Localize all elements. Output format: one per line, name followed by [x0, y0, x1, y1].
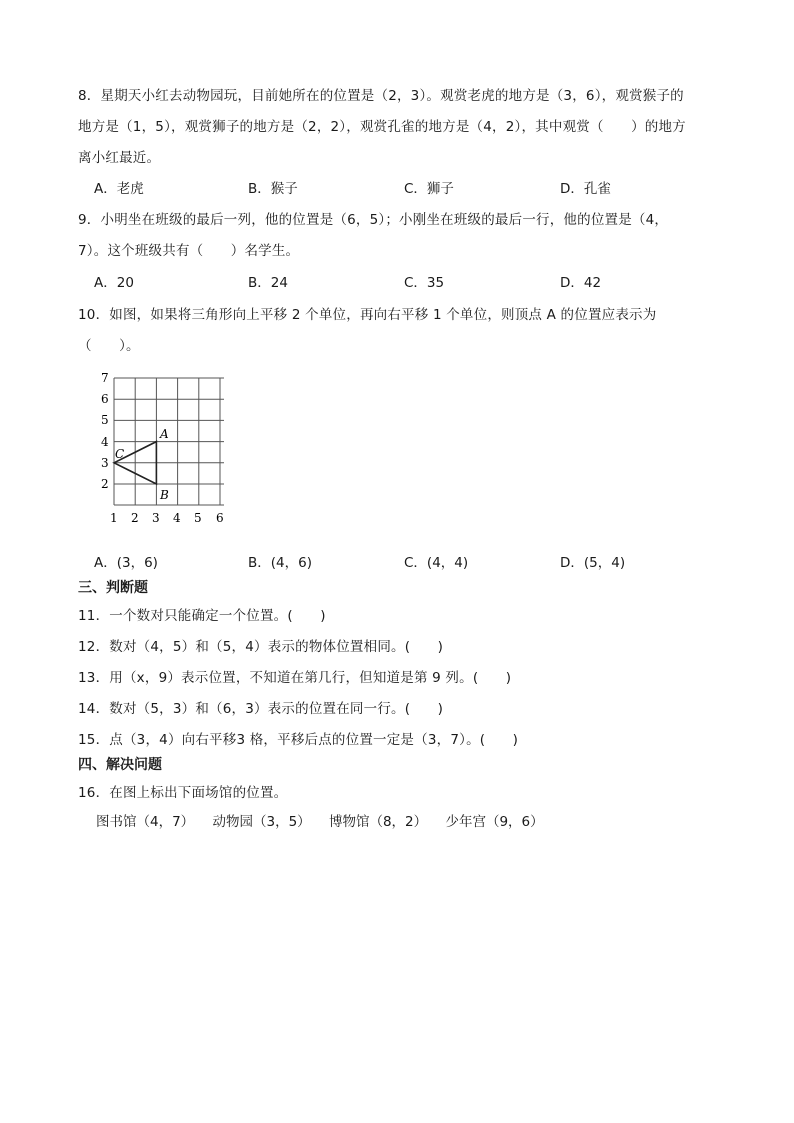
x-tick-6: 6 — [216, 511, 224, 525]
section-4-title: 四、解决问题 — [78, 757, 162, 773]
x-tick-2: 2 — [131, 511, 139, 525]
q8-option-d: D．孔雀 — [560, 181, 611, 197]
q12-text: 12．数对（4，5）和（5，4）表示的物体位置相同。( ) — [78, 639, 444, 655]
place-youth-palace: 少年宫（9，6） — [445, 814, 544, 830]
q15-text: 15．点（3，4）向右平移3 格，平移后点的位置一定是（3，7）。( ) — [78, 732, 519, 748]
place-library: 图书馆（4，7） — [96, 814, 195, 830]
q10-option-a: A．(3，6) — [94, 555, 158, 571]
q9-option-d: D．42 — [560, 275, 602, 291]
y-tick-4: 4 — [101, 435, 109, 449]
q10-grid-figure — [98, 368, 238, 528]
x-tick-4: 4 — [173, 511, 181, 525]
q9-line-1: 9．小明坐在班级的最后一列，他的位置是（6，5）；小刚坐在班级的最后一行，他的位置是（4， — [78, 212, 669, 228]
section-3-title: 三、判断题 — [78, 580, 148, 596]
q9-line-2: 7）。这个班级共有（ ）名学生。 — [78, 243, 300, 259]
place-zoo: 动物园（3，5） — [212, 814, 311, 830]
vertex-label-c: C — [115, 447, 125, 461]
grid-lines — [114, 378, 224, 505]
q14-text: 14．数对（5，3）和（6，3）表示的位置在同一行。( ) — [78, 701, 444, 717]
q10-option-d: D．(5，4) — [560, 555, 626, 571]
q9-option-b: B．24 — [248, 275, 288, 291]
y-tick-7: 7 — [101, 371, 109, 385]
q8-option-a: A．老虎 — [94, 181, 144, 197]
place-museum: 博物馆（8，2） — [328, 814, 428, 830]
x-tick-3: 3 — [152, 511, 160, 525]
q8-line-1: 8．星期天小红去动物园玩，目前她所在的位置是（2，3）。观赏老虎的地方是（3，6），观赏猴子的 — [78, 88, 684, 104]
q10-option-c: C．(4，4) — [404, 555, 469, 571]
q10-line-1: 10．如图，如果将三角形向上平移 2 个单位，再向右平移 1 个单位，则顶点 A 的位置应表示为 — [78, 307, 657, 323]
q13-text: 13．用（x，9）表示位置，不知道在第几行，但知道是第 9 列。( ) — [78, 670, 512, 686]
x-tick-1: 1 — [110, 511, 118, 525]
q8-option-c: C．狮子 — [404, 181, 454, 197]
q11-text: 11．一个数对只能确定一个位置。( ) — [78, 608, 326, 624]
y-tick-3: 3 — [101, 456, 109, 470]
q16-places-list — [96, 810, 558, 830]
q9-option-a: A．20 — [94, 275, 134, 291]
q10-option-b: B．(4，6) — [248, 555, 312, 571]
y-tick-2: 2 — [101, 477, 109, 491]
y-tick-6: 6 — [101, 392, 109, 406]
q10-line-2: （ ）。 — [78, 338, 140, 354]
vertex-label-b: B — [160, 488, 169, 502]
vertex-label-a: A — [160, 427, 169, 441]
q16-text: 16．在图上标出下面场馆的位置。 — [78, 785, 288, 801]
q9-option-c: C．35 — [404, 275, 445, 291]
x-tick-5: 5 — [194, 511, 202, 525]
q8-line-2: 地方是（1，5），观赏狮子的地方是（2，2），观赏孔雀的地方是（4，2），其中观赏（ ）的地方 — [78, 119, 686, 135]
y-tick-5: 5 — [101, 413, 109, 427]
q8-line-3: 离小红最近。 — [78, 150, 161, 166]
q8-option-b: B．猴子 — [248, 181, 298, 197]
